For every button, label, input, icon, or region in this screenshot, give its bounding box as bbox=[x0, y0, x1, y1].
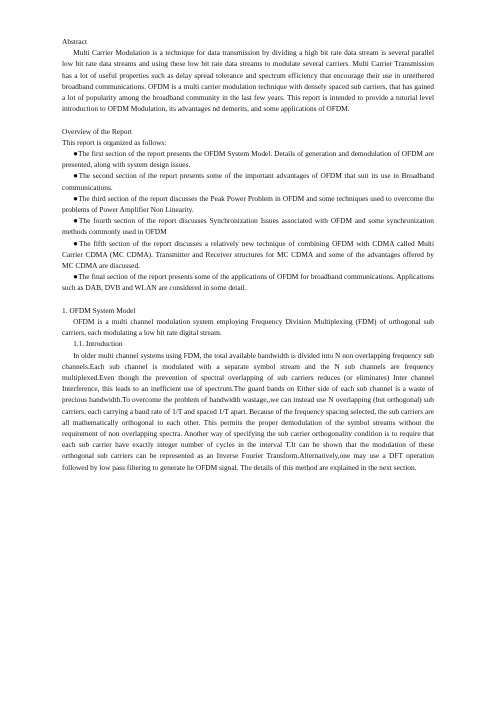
bullet-dot-icon: ● bbox=[73, 149, 79, 159]
abstract-heading: Abstract bbox=[62, 37, 88, 46]
bullet-text: The final section of the report presents some of the applications of OFDM for broadband communications. Applications such as DAB, DVB and WLAN are considered in some detail. bbox=[62, 272, 434, 293]
overview-bullet-2 bbox=[62, 170, 434, 192]
spacer bbox=[62, 294, 434, 305]
overview-bullet-1 bbox=[62, 148, 434, 170]
section-1-body: OFDM is a multi channel modulation system employing Frequency Division Multiplexing (FDM) of orthogonal sub carriers, each modulating a low bit rate digital stream. bbox=[62, 317, 434, 338]
abstract-body: Multi Carrier Modulation is a technique for data transmission by dividing a high bit rate data stream is several parallel low bit rate data streams and using these low bit rate data streams to modulate several carriers. Multi Carrier Transmission has a lot of useful properties such as delay spread tolerance and spectrum efficiency that encourage their use in untethered broadband communications. OFDM is a multi carrier modulation technique with densely spaced sub carriers, that has gained a lot of popularity among the broadband community in the last few years. This report is intended to provide a tutorial level introduction to OFDM Modulation, its advantages nd demerits, and some applications of OFDM. bbox=[62, 48, 434, 114]
bullet-text: The third section of the report discusses the Peak Power Problem in OFDM and some techniques used to overcome the problems of Power Amplifier Non Linearity. bbox=[62, 193, 434, 215]
overview-heading: Overview of the Report bbox=[62, 126, 132, 136]
bullet-dot-icon: ● bbox=[73, 216, 79, 226]
overview-bullet-6 bbox=[62, 271, 434, 293]
bullet-dot-icon: ● bbox=[73, 238, 79, 248]
bullet-dot-icon: ● bbox=[73, 171, 79, 181]
section-1-heading: 1. OFDM System Model bbox=[62, 305, 136, 315]
spacer bbox=[62, 114, 434, 125]
overview-bullet-4 bbox=[62, 215, 434, 237]
bullet-text: The first section of the report presents the OFDM System Model. Details of generation and demodulation of OFDM are presented, along with system design issues. bbox=[62, 149, 434, 170]
overview-bullet-5 bbox=[62, 238, 434, 272]
bullet-text: The fifth section of the report discusses a relatively new technique of combining OFDM with CDMA called Multi Carrier CDMA (MC CDMA). Transmitter and Receiver structures for MC CDMA and some of the advantages offered by MC CDMA are discussed. bbox=[62, 238, 434, 271]
subsection-1-1-body: In older multi channel systems using FDM, the total available bandwidth is divided into N non overlapping frequency sub channels.Each sub channel is modulated with a separate symbol stream and the N sub channels are frequency multiplexed.Even though the prevention of spectral overlapping of sub carriers reduces (or eliminates) Inter channel Interference, this leads to an inefficient use of spectrum.The guard bands on Either side of each sub channel is a waste of precious bandwidth.To overcome the problem of bandwidth wastage,,we can instead use N overlapping (but orthogonal) sub carriers, each carrying a baud rate of 1/T and spaced 1/T apart. Because of the frequency spacing selected, the sub carriers are all mathematically orthogonal to each other. This permits the proper demodulation of the symbol streams without the requirement of non overlapping spectra. Another way of specifying the sub carrier orthogonality condition is to require that each sub carrier have exactly integer number of cycles in the interval T.It can be shown that the modulation of these orthogonal sub carriers can be represented as an Inverse Fourier Transform.Alternatively,one may use a DFT operation followed by low pass filtering to generate he OFDM signal. The details of this method are explained in the next section. bbox=[62, 350, 434, 472]
bullet-dot-icon: ● bbox=[73, 272, 79, 282]
bullet-text: The second section of the report presents some of the important advantages of OFDM that suit its use in Broadband communications. bbox=[62, 171, 434, 192]
bullet-text: The fourth section of the report discusses Synchronization Issues associated with OFDM and some synchronization methods commonly used in OFDM bbox=[62, 216, 434, 237]
overview-intro: This report is organized as follows: bbox=[62, 137, 167, 147]
overview-bullet-3 bbox=[62, 193, 434, 215]
subsection-1-1-heading: 1.1. Introduction bbox=[73, 339, 123, 349]
bullet-dot-icon: ● bbox=[73, 193, 79, 203]
